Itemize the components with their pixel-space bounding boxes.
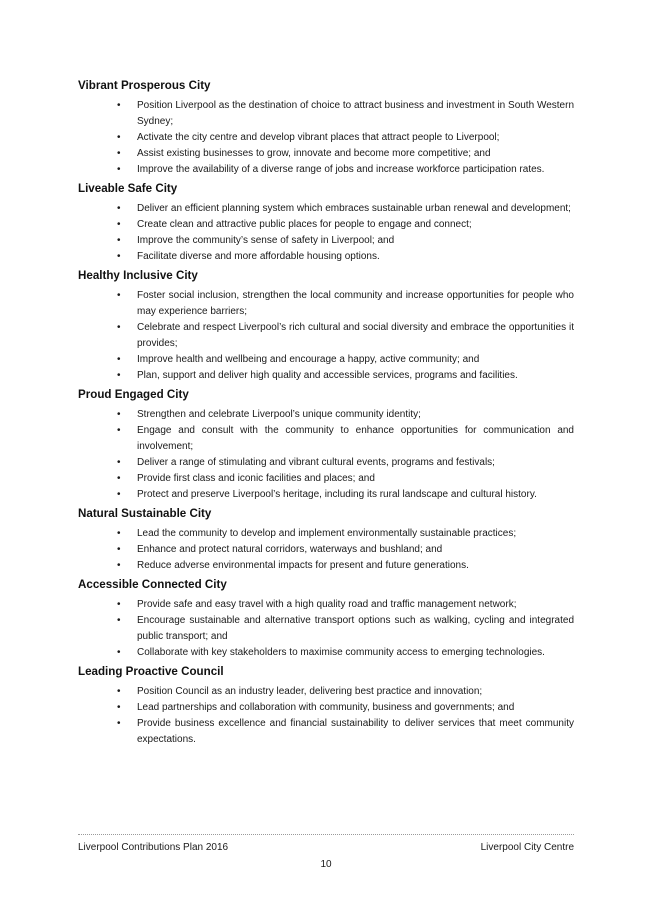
bullet-list [78,407,574,503]
footer-location: Liverpool City Centre [480,842,574,853]
bullet-list [78,597,574,661]
section-heading: Leading Proactive Council [78,665,224,678]
section-healthy-inclusive-city [78,269,574,384]
section-natural-sustainable-city [78,507,574,574]
bullet-list [78,684,574,748]
document-body [78,79,574,752]
list-item: • Engage and consult with the community to enhance opportunities for communication and involvement; [78,423,574,455]
section-proud-engaged-city [78,388,574,503]
list-item: • Foster social inclusion, strengthen the local community and increase opportunities for people who may experience barriers; [78,288,574,320]
list-item: • Lead the community to develop and implement environmentally sustainable practices; [78,526,574,542]
list-item: • Celebrate and respect Liverpool’s rich cultural and social diversity and embrace the opportunities it provides; [78,320,574,352]
list-item: • Deliver a range of stimulating and vibrant cultural events, programs and festivals; [78,455,574,471]
list-item: • Activate the city centre and develop vibrant places that attract people to Liverpool; [78,130,574,146]
list-item: • Improve health and wellbeing and encourage a happy, active community; and [78,352,574,368]
list-item: • Encourage sustainable and alternative transport options such as walking, cycling and integrated public transport; and [78,613,574,645]
list-item: • Collaborate with key stakeholders to maximise community access to emerging technologies. [78,645,574,661]
list-item: • Reduce adverse environmental impacts for present and future generations. [78,558,574,574]
section-heading: Accessible Connected City [78,578,227,591]
bullet-list [78,201,574,265]
list-item: • Facilitate diverse and more affordable housing options. [78,249,574,265]
section-heading: Natural Sustainable City [78,507,212,520]
list-item: • Assist existing businesses to grow, innovate and become more competitive; and [78,146,574,162]
list-item: • Provide business excellence and financial sustainability to deliver services that meet community expectations. [78,716,574,748]
section-vibrant-prosperous-city [78,79,574,178]
list-item: • Create clean and attractive public places for people to engage and connect; [78,217,574,233]
list-item: • Provide safe and easy travel with a high quality road and traffic management network; [78,597,574,613]
footer-divider [78,834,574,835]
section-liveable-safe-city [78,182,574,265]
list-item: • Strengthen and celebrate Liverpool’s unique community identity; [78,407,574,423]
section-heading: Proud Engaged City [78,388,189,401]
list-item: • Deliver an efficient planning system which embraces sustainable urban renewal and development; [78,201,574,217]
list-item: • Plan, support and deliver high quality and accessible services, programs and facilities. [78,368,574,384]
list-item: • Improve the community’s sense of safety in Liverpool; and [78,233,574,249]
list-item: • Enhance and protect natural corridors, waterways and bushland; and [78,542,574,558]
bullet-list [78,526,574,574]
bullet-list [78,288,574,384]
section-heading: Liveable Safe City [78,182,178,195]
list-item: • Position Liverpool as the destination of choice to attract business and investment in South Western Sydney; [78,98,574,130]
list-item: • Provide first class and iconic facilities and places; and [78,471,574,487]
page-number: 10 [320,859,332,870]
section-leading-proactive-council [78,665,574,748]
list-item: • Position Council as an industry leader, delivering best practice and innovation; [78,684,574,700]
footer-document-title: Liverpool Contributions Plan 2016 [78,842,229,853]
list-item: • Lead partnerships and collaboration with community, business and governments; and [78,700,574,716]
section-heading: Vibrant Prosperous City [78,79,211,92]
section-heading: Healthy Inclusive City [78,269,198,282]
section-accessible-connected-city [78,578,574,661]
list-item: • Protect and preserve Liverpool’s heritage, including its rural landscape and cultural history. [78,487,574,503]
bullet-list [78,98,574,178]
list-item: • Improve the availability of a diverse range of jobs and increase workforce participation rates. [78,162,574,178]
